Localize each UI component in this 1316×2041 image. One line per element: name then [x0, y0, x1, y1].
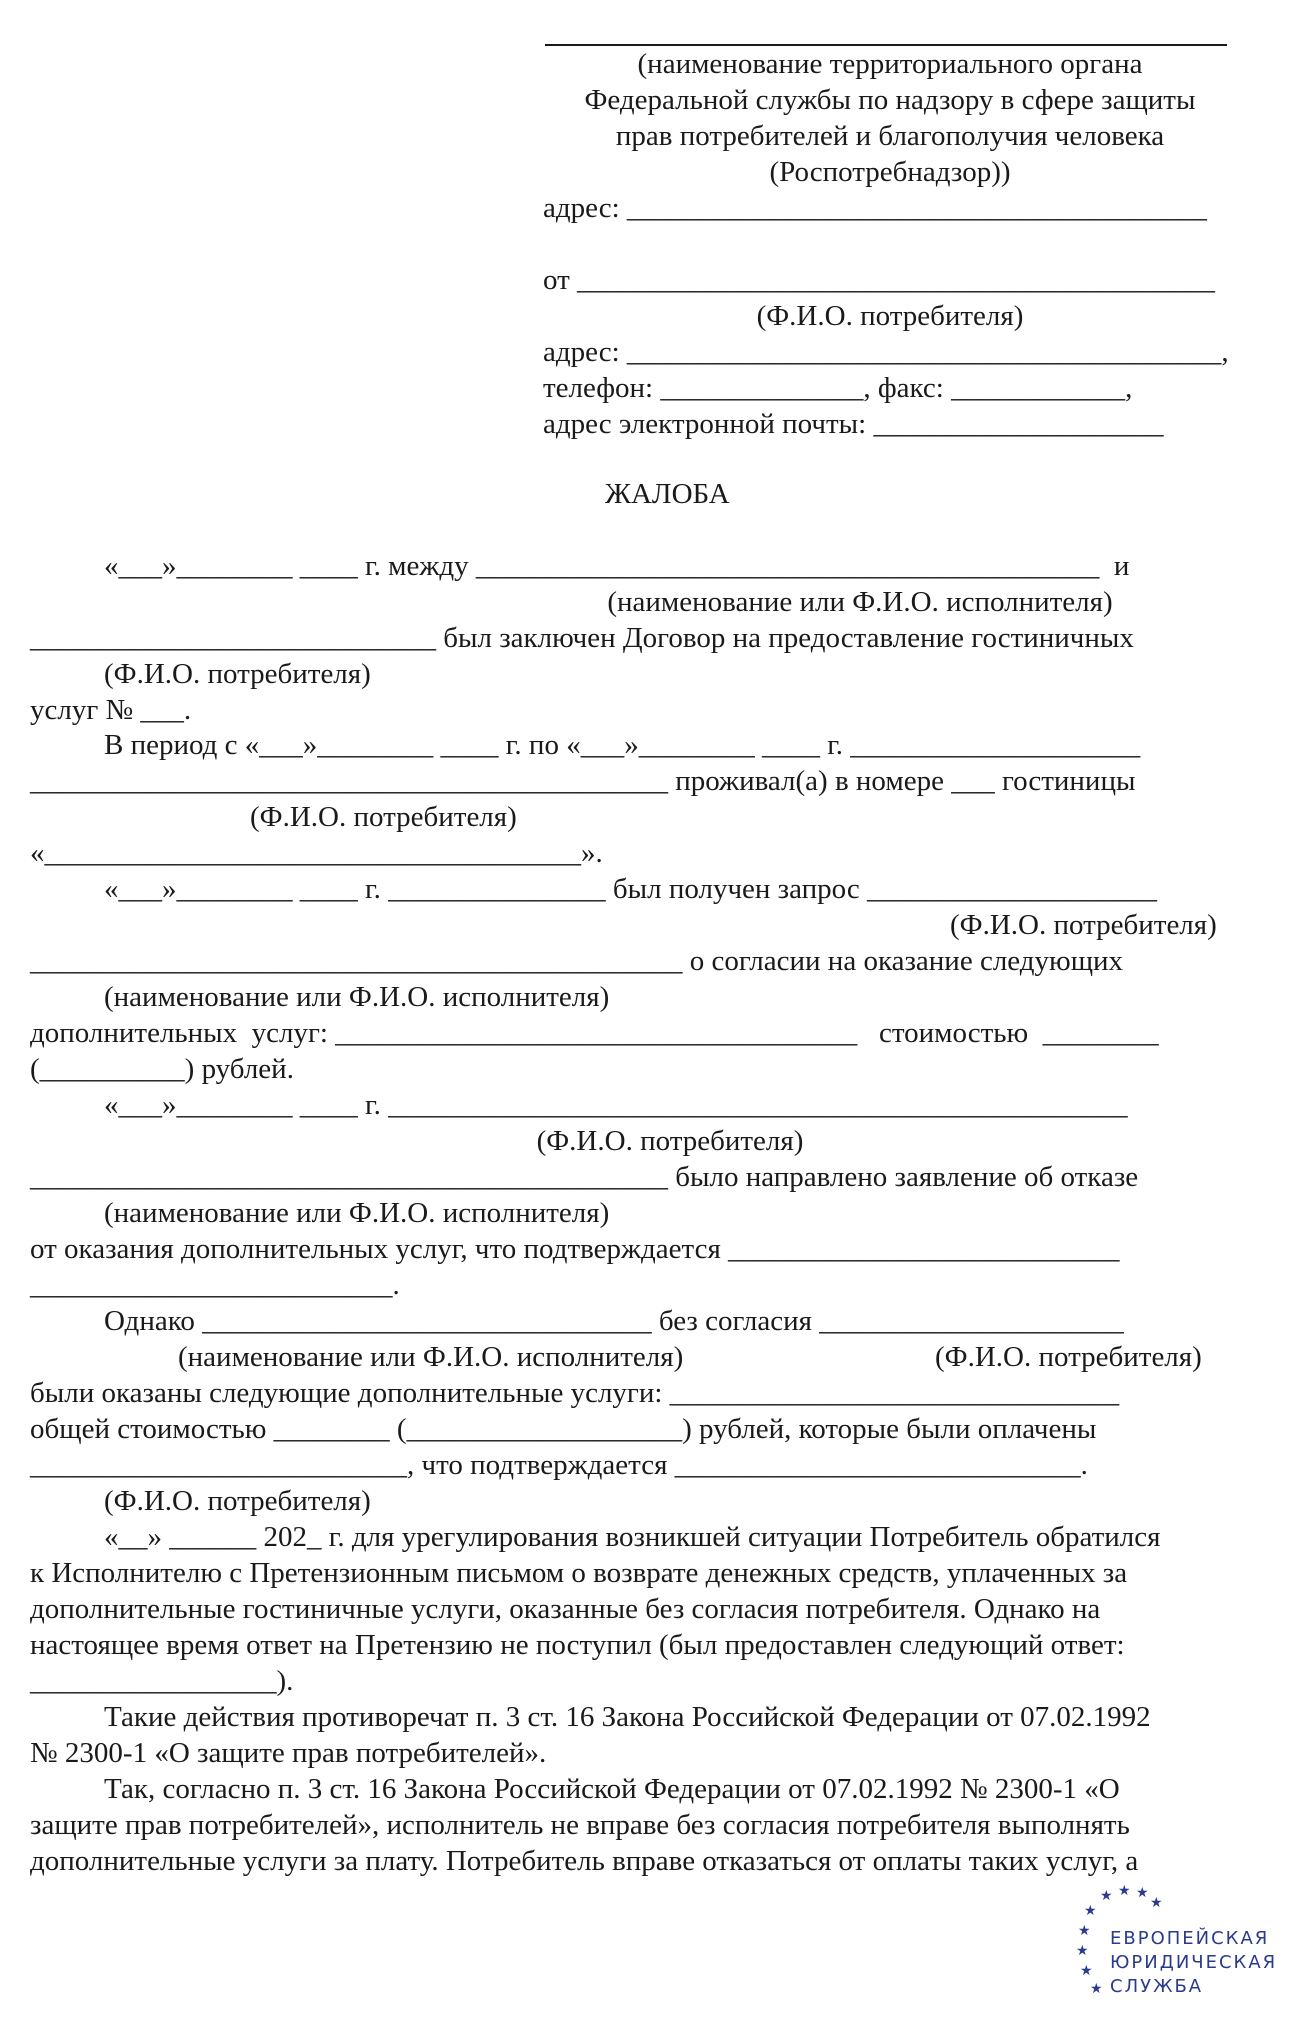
- total-cost-line: общей стоимостью ________ (___________________) рублей, которые были оплачены: [30, 1413, 1097, 1445]
- contract-date-line: «___»________ ____ г. между ___________________________________________ и: [104, 550, 1130, 582]
- law-paragraph-line-2: № 2300-1 «О защите прав потребителей».: [30, 1737, 547, 1769]
- however-line: Однако _______________________________ без согласия _____________________: [104, 1305, 1124, 1337]
- consent-line: _____________________________________________ о согласии на оказание следующих: [30, 945, 1124, 977]
- consumer-caption-3: (Ф.И.О. потребителя): [950, 909, 1217, 941]
- law-cite-line-1: Так, согласно п. 3 ст. 16 Закона Российской Федерации от 07.02.1992 № 2300-1 «О: [104, 1773, 1120, 1805]
- refusal-line: ____________________________________________ было направлено заявление об отказе: [30, 1161, 1139, 1193]
- svg-text:★: ★: [1076, 1944, 1089, 1959]
- document-title: ЖАЛОБА: [605, 478, 730, 510]
- svg-text:★: ★: [1080, 1964, 1093, 1979]
- executor-caption-4: (наименование или Ф.И.О. исполнителя): [178, 1341, 684, 1373]
- svg-text:★: ★: [1090, 1982, 1103, 1997]
- room-line: ____________________________________________ проживал(а) в номере ___ гостиницы: [30, 765, 1136, 797]
- logo-line-2: ЮРИДИЧЕСКАЯ: [1110, 1952, 1278, 1973]
- consumer-caption-1: (Ф.И.О. потребителя): [104, 658, 371, 690]
- authority-caption-4: (Роспотребнадзор)): [769, 156, 1011, 188]
- consumer-caption-4: (Ф.И.О. потребителя): [536, 1125, 804, 1157]
- phone-fax-field: телефон: ______________, факс: ____________,: [543, 372, 1133, 404]
- executor-caption-2: (наименование или Ф.И.О. исполнителя): [104, 981, 610, 1013]
- confirmation-blank: _________________________.: [30, 1269, 400, 1301]
- email-field: адрес электронной почты: ____________________: [543, 408, 1164, 440]
- authority-caption-3: прав потребителей и благополучия человека: [615, 120, 1165, 152]
- claim-paragraph-line-5: _________________).: [30, 1665, 294, 1697]
- contract-number-line: услуг № ___.: [30, 694, 192, 726]
- payment-confirmation-line: __________________________, что подтверждается ____________________________.: [30, 1449, 1088, 1481]
- claim-paragraph-line-2: к Исполнителю с Претензионным письмом о возврате денежных средств, уплаченных за: [30, 1557, 1128, 1589]
- svg-text:★: ★: [1100, 1889, 1113, 1904]
- refusal-date-line: «___»________ ____ г. ___________________________________________________: [104, 1089, 1128, 1121]
- svg-text:★: ★: [1150, 1896, 1163, 1911]
- authority-caption-1: (наименование территориального органа: [637, 48, 1143, 80]
- request-line: «___»________ ____ г. _______________ был получен запрос ____________________: [104, 873, 1157, 905]
- consumer-caption-2: (Ф.И.О. потребителя): [250, 801, 517, 833]
- svg-text:★: ★: [1136, 1886, 1149, 1901]
- provided-services-line: были оказаны следующие дополнительные услуги: _______________________________: [30, 1377, 1120, 1409]
- contract-line: ____________________________ был заключен Договор на предоставление гостиничных: [30, 622, 1134, 654]
- svg-text:★: ★: [1078, 1924, 1091, 1939]
- from-caption: (Ф.И.О. потребителя): [756, 300, 1024, 332]
- authority-address-field: адрес: ________________________________________: [543, 192, 1207, 224]
- logo-line-1: ЕВРОПЕЙСКАЯ: [1110, 1928, 1270, 1949]
- svg-text:★: ★: [1084, 1904, 1097, 1919]
- executor-caption: (наименование или Ф.И.О. исполнителя): [607, 586, 1113, 618]
- logo-line-3: СЛУЖБА: [1110, 1976, 1204, 1997]
- hotel-name-line: «_____________________________________».: [30, 837, 603, 869]
- claim-paragraph-line-4: настоящее время ответ на Претензию не поступил (был предоставлен следующий ответ:: [30, 1629, 1125, 1661]
- svg-text:★: ★: [1118, 1885, 1131, 1899]
- logo-wordmark: [1110, 1927, 1277, 1999]
- executor-caption-3: (наименование или Ф.И.О. исполнителя): [104, 1197, 610, 1229]
- stay-period-line: В период с «___»________ ____ г. по «___»________ ____ г. ____________________: [104, 729, 1141, 761]
- law-cite-line-3: дополнительные услуги за плату. Потребитель вправе отказаться от оплаты таких услуг, а: [30, 1845, 1139, 1877]
- top-rule: [545, 44, 1227, 46]
- law-cite-line-2: защите прав потребителей», исполнитель не вправе без согласия потребителя выполнять: [30, 1809, 1130, 1841]
- consumer-caption-6: (Ф.И.О. потребителя): [104, 1485, 371, 1517]
- law-paragraph-line-1: Такие действия противоречат п. 3 ст. 16 Закона Российской Федерации от 07.02.1992: [104, 1701, 1151, 1733]
- cost-line: (__________) рублей.: [30, 1053, 294, 1085]
- claim-paragraph-line-3: дополнительные гостиничные услуги, оказанные без согласия потребителя. Однако на: [30, 1593, 1101, 1625]
- extra-services-line: дополнительных услуг: ____________________________________ стоимостью ________: [30, 1017, 1159, 1049]
- confirmation-line: от оказания дополнительных услуг, что подтверждается ___________________________: [30, 1233, 1120, 1265]
- consumer-caption-5: (Ф.И.О. потребителя): [935, 1341, 1202, 1373]
- from-field: от ____________________________________________: [543, 264, 1216, 296]
- claim-paragraph-line-1: «__» ______ 202_ г. для урегулирования возникшей ситуации Потребитель обратился: [104, 1521, 1161, 1553]
- consumer-address-field: адрес: _________________________________________,: [543, 336, 1229, 368]
- authority-caption-2: Федеральной службы по надзору в сфере защиты: [584, 84, 1196, 116]
